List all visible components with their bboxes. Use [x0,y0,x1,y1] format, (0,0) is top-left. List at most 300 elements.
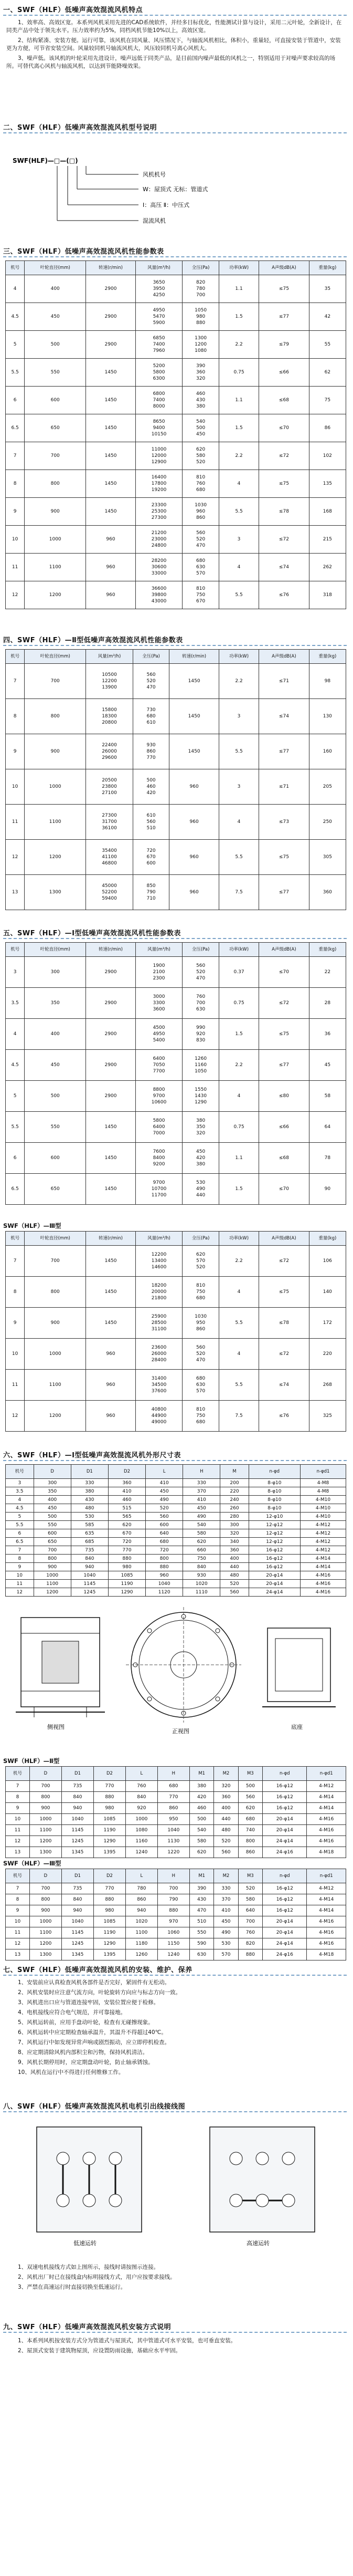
table-cell: 1345 [61,1847,93,1858]
table-cell: 635 [71,1529,108,1538]
table-row [6,988,346,1019]
table-cell: 5.5 [219,498,259,526]
table-row [6,303,346,331]
table-cell: 6 [6,1529,34,1538]
wiring-svg [5,2116,346,2258]
table-cell: 78 [309,1143,346,1174]
table-cell: 262 [309,554,346,581]
table-cell: 1450 [169,699,219,734]
table-cell: 102 [309,442,346,470]
table-cell: 8-φ10 [249,1504,301,1513]
table-cell: 760 [125,1781,157,1792]
table-cell: 16-φ12 [263,1803,307,1814]
table-cell: 1550 1430 1290 [183,1081,219,1112]
table-row [6,554,346,581]
column-header: 机号 [6,261,25,275]
table-cell: 1130 [157,1836,189,1847]
note: 3、严禁在高速运行时直接切换至低速运行。 [18,2284,126,2290]
table-row [6,1521,346,1529]
table-cell: 1900 2100 2300 [135,957,183,988]
table-cell: 8-φ10 [249,1479,301,1487]
table-cell: 735 [61,1883,93,1894]
column-header: D1 [61,1767,93,1781]
table-cell: 35 [309,275,346,303]
table-cell: 560 520 470 [183,526,219,554]
table-cell: 10500 12200 13900 [86,664,133,699]
column-header: n-φd1 [301,1465,346,1479]
table-row [6,1174,346,1205]
table-cell: 5800 6400 7000 [135,1112,183,1143]
table-cell: 2900 [86,331,136,359]
column-header: 重量(kg) [309,650,346,664]
table-cell: 680 630 570 [183,554,219,581]
table-cell: 8-φ10 [249,1496,301,1504]
column-header: 全压(Pa) [183,943,219,957]
table-cell: 530 [214,1938,238,1949]
table-cell: 2.2 [219,1050,259,1081]
table-cell: 660 [183,1546,220,1555]
table-cell: 5.5 [219,1370,259,1401]
table-cell: 1.5 [219,1174,259,1205]
table-cell: ≤72 [259,1246,309,1277]
table-cell: ≤78 [259,1308,309,1339]
table-cell: 380 [189,1781,213,1792]
table-cell: 168 [309,498,346,526]
table-cell: 960 [169,840,219,875]
table-cell: 1300 [29,1847,61,1858]
table-cell: 220 [220,1487,249,1496]
table-cell: ≤75 [259,1277,309,1308]
model-label: 混流风机 [143,217,166,224]
column-header: 机号 [6,1767,30,1781]
table-cell: 1180 [125,1938,157,1949]
table-cell: 700 [29,1883,61,1894]
table-cell: 12-φ12 [249,1538,301,1546]
table-cell: 685 [71,1538,108,1546]
table-header-row [6,1232,346,1246]
table-cell: 760 700 630 [183,988,219,1019]
table-cell: 16-φ12 [249,1563,301,1571]
table-row [6,1894,346,1905]
table-cell: 1000 [25,769,86,805]
table-cell: 1395 [93,1949,125,1960]
table-subtitle: SWF（HLF）—Ⅲ型 [3,1860,61,1867]
table-cell: ≤77 [259,1050,309,1081]
table-cell: 780 [125,1883,157,1894]
table-cell: 880 [146,1563,183,1571]
table-cell: 360 [309,875,346,910]
table-cell: 540 500 450 [183,414,219,442]
column-header: 机号 [6,650,25,664]
table-row [6,1916,346,1927]
table-cell: 840 [71,1555,108,1563]
table-cell: 7 [6,442,25,470]
table-cell: 16-φ12 [263,1894,307,1905]
table-cell: 13 [6,1847,30,1858]
table-cell: ≤70 [259,414,309,442]
column-header: A声级dB(A) [259,261,309,275]
table-cell: 770 [93,1883,125,1894]
table-cell: 570 [214,1949,238,1960]
table-cell: ≤74 [259,699,309,734]
table-cell: 28 [309,988,346,1019]
list-item: 7、风机运行中如发现异常声响或剧烈振动，应立即停机检查。 [18,2039,170,2046]
performance-table-4 [5,1231,346,1432]
table-cell: 900 [25,498,86,526]
table-cell: 3 [219,526,259,554]
table-cell: 2900 [86,1050,136,1081]
table-row [6,1927,346,1938]
table-cell: ≤76 [259,581,309,609]
table-cell: 16-φ12 [263,1792,307,1803]
drawing-label: 正视图 [172,1728,189,1735]
table-cell: 840 [61,1894,93,1905]
section-4-title: 四、SWF（HLF）—Ⅱ型低噪声高效混流风机性能参数表 [3,637,183,644]
table-cell: 36600 39800 43000 [135,581,183,609]
table-cell: 620 [189,1847,213,1858]
table-cell: 1085 [93,1916,125,1927]
model-code: SWF(HLF)—□—(□) [13,157,78,164]
table-cell: 900 [25,734,86,769]
table-cell: 25900 28500 31100 [135,1308,183,1339]
table-cell: 330 [71,1479,108,1487]
table-cell: 1.5 [219,414,259,442]
column-header: 重量(kg) [309,261,346,275]
column-header: n-φd1 [307,1869,346,1883]
table-cell: 11 [6,1825,30,1836]
table-cell: 1240 [157,1949,189,1960]
table-cell: 930 860 770 [133,734,169,769]
table-cell: 480 [214,1825,238,1836]
table-cell: 2900 [86,275,136,303]
table-cell: 62 [309,359,346,387]
table-cell: 735 [61,1781,93,1792]
table-row [6,805,346,840]
wiring-high-speed [210,2127,315,2247]
table-cell: 205 [309,769,346,805]
table-cell: ≤70 [259,1174,309,1205]
table-cell: 4-M16 [307,1938,346,1949]
table-cell: 390 360 320 [183,359,219,387]
table-row [6,1580,346,1588]
table-cell: 460 430 380 [183,387,219,414]
table-cell: 490 [214,1927,238,1938]
table-cell: 470 [189,1905,213,1916]
table-cell: 3 [219,699,259,734]
table-cell: 12200 13400 14600 [135,1246,183,1277]
table-cell: 980 [108,1563,145,1571]
column-header: A声级dB(A) [259,943,309,957]
table-cell: 620 [108,1521,145,1529]
model-code-svg [7,142,322,242]
table-cell: 11 [6,1580,34,1588]
table-cell: 580 [238,1894,262,1905]
table-cell: 620 580 520 [183,442,219,470]
table-cell: 330 [214,1883,238,1894]
table-cell: 700 [238,1916,262,1927]
column-header: 转速(r/min) [86,1232,136,1246]
table-cell: 1100 [25,554,86,581]
table-cell: 1290 [93,1836,125,1847]
table-cell: 1100 [125,1927,157,1938]
table-cell: 45 [309,1050,346,1081]
table-cell: 1450 [86,1143,136,1174]
table-cell: 1100 [25,805,86,840]
table-cell: ≤72 [259,1339,309,1370]
column-header: H [183,1465,220,1479]
table-cell: 8 [6,470,25,498]
table-cell: 550 [25,359,86,387]
column-header: 机号 [6,943,25,957]
table-row [6,1781,346,1792]
table-cell: 1100 [25,1370,86,1401]
table-cell: 9 [6,1803,30,1814]
table-cell: 350 [25,988,86,1019]
table-cell: 1080 [125,1825,157,1836]
table-cell: 4-M12 [301,1529,346,1538]
table-cell: 3 [6,1479,34,1487]
table-cell: 2.2 [219,442,259,470]
table-cell: 580 [183,1529,220,1538]
table-cell: 4-M12 [307,1781,346,1792]
table-cell: 98 [309,664,346,699]
table-header-row [6,650,346,664]
table-cell: 18200 20000 21800 [135,1277,183,1308]
table-cell: 160 [309,734,346,769]
table-cell: ≤75 [259,470,309,498]
table-row [6,1803,346,1814]
table-cell: 16-φ12 [263,1905,307,1916]
table-cell: 515 [108,1504,145,1513]
table-cell: 450 [183,1504,220,1513]
table-cell: 1145 [61,1927,93,1938]
table-cell: 680 [157,1781,189,1792]
table-cell: 6400 7050 7700 [135,1050,183,1081]
table-cell: 340 [220,1538,249,1546]
table-cell: 960 [86,554,136,581]
table-cell: 16-φ12 [263,1883,307,1894]
table-cell: 4.5 [6,1504,34,1513]
table-cell: 960 [86,1339,136,1370]
table-cell: 9 [6,1905,30,1916]
model-code-diagram [7,142,322,242]
table-cell: 5.5 [219,840,259,875]
table-cell: ≤74 [259,1370,309,1401]
table-cell: 1450 [86,1112,136,1143]
table-cell: 700 [25,1246,86,1277]
table-row [6,1339,346,1370]
table-cell: ≤75 [259,1019,309,1050]
table-cell: 520 [214,1836,238,1847]
table-row [6,1825,346,1836]
table-cell: 560 [146,1513,183,1521]
table-cell: 640 [146,1529,183,1538]
table-cell: 268 [309,1370,346,1401]
section-9-body [6,2337,342,2357]
table-row [6,1938,346,1949]
list-item: 8、应定期清除风机内部积尘和污物，保持风机清洁。 [18,2049,148,2056]
table-cell: 560 [214,1847,238,1858]
table-cell: 900 [34,1563,71,1571]
table-cell: 960 [86,1401,136,1432]
table-cell: 1200 [25,1401,86,1432]
column-header: H [157,1767,189,1781]
table-cell: 4-M14 [307,1792,346,1803]
table-cell: 4-M16 [307,1825,346,1836]
table-cell: 450 [25,303,86,331]
table-row [6,1308,346,1339]
list-item: 10、风机在运行中不得进行任何维修工作。 [18,2069,124,2076]
table-cell: 1040 [71,1571,108,1580]
table-row [6,275,346,303]
table-cell: 260 [220,1504,249,1513]
table-cell: 4-M14 [307,1803,346,1814]
table-cell: 800 [25,1277,86,1308]
table-cell: 200 [220,1479,249,1487]
table-cell: 500 460 420 [133,769,169,805]
table-cell: 130 [309,699,346,734]
table-row [6,840,346,875]
table-cell: 1.1 [219,387,259,414]
list-item: 6、风机运转中应定期检查轴承温升，其温升不得超过40℃。 [18,2029,167,2036]
table-cell: ≤72 [259,442,309,470]
column-header: 功率(kW) [219,261,259,275]
table-cell: 1240 [125,1847,157,1858]
column-header: A声级dB(A) [259,1232,309,1246]
table-cell: 520 [220,1580,249,1588]
section-6-title: 六、SWF（HLF）—Ⅰ型低噪声高效混流风机外形尺寸表 [3,1452,181,1459]
table-cell: 560 [220,1588,249,1597]
table-cell: 940 [71,1563,108,1571]
note: 2、风机出厂时已在接线盒内标明接线方式，用户应按要求接线。 [18,2274,176,2280]
table-cell: 22400 26000 29600 [86,734,133,769]
table-cell: 0.75 [219,359,259,387]
table-cell: 4 [219,554,259,581]
column-header: 机号 [6,1465,34,1479]
table-cell: 4950 5470 5900 [135,303,183,331]
table-cell: 960 [169,875,219,910]
list-item: 5、风机运转前，应用手盘动叶轮，检查有无碰擦现象。 [18,2019,154,2026]
table-cell: 500 [25,1081,86,1112]
table-cell: 1000 [34,1571,71,1580]
fan-drawing-svg [5,1591,346,1749]
table-row [6,414,346,442]
table-row [6,1504,346,1513]
column-header: M2 [214,1767,238,1781]
table-cell: 2.2 [219,331,259,359]
table-cell: 1020 [183,1580,220,1588]
table-cell: 1.5 [219,303,259,331]
divider [3,1460,347,1461]
table-row [6,1836,346,1847]
paragraph: 1、效率高、高效区宽。本系列风机采用先进的CAD系统软件，并经多目标优化，性能测试计算与设计，采用二元叶轮，全新设计，在同类产品中处于领先水平。压力效率约为5%，同档风机节能10%以上，高效区宽。 [6,19,342,34]
table-cell: 12 [6,1938,30,1949]
table-cell: 700 [29,1781,61,1792]
section-2-title: 二、SWF（HLF）低噪声高效混流风机型号说明 [3,124,157,132]
table-cell: 8 [6,1792,30,1803]
table-cell: 2900 [86,303,136,331]
table-cell: 980 [93,1905,125,1916]
table-cell: 810 750 670 [183,581,219,609]
table-cell: 24-φ14 [263,1938,307,1949]
column-header: 风量(m³/h) [135,261,183,275]
table-cell: 11 [6,554,25,581]
dimension-table-2 [5,1766,346,1858]
column-header: 全压(Pa) [183,261,219,275]
side-view-drawing [16,1618,105,1730]
column-header: 功率(kW) [219,650,259,664]
table-cell: 28200 30600 33000 [135,554,183,581]
table-cell: 90 [309,1174,346,1205]
model-label: W：屋顶式 无标：管道式 [143,186,208,193]
table-cell: ≤72 [259,988,309,1019]
table-cell: 920 [125,1803,157,1814]
table-cell: 1000 [25,526,86,554]
table-cell: 1300 [25,875,86,910]
table-cell: 1450 [86,470,136,498]
table-cell: 450 420 380 [183,1143,219,1174]
table-cell: 4500 4950 5400 [135,1019,183,1050]
column-header: 转速(r/min) [169,650,219,664]
column-header: D2 [108,1465,145,1479]
table-row [6,1401,346,1432]
wiring-caption: 高速运转 [247,2240,270,2247]
table-cell: 16-φ12 [249,1555,301,1563]
table-cell: 1450 [86,442,136,470]
column-header: D [29,1767,61,1781]
table-cell: 620 [238,1803,262,1814]
table-cell: ≤72 [259,526,309,554]
table-cell: ≤68 [259,387,309,414]
table-cell: 720 [108,1538,145,1546]
table-cell: 720 670 600 [133,840,169,875]
table-cell: 1450 [86,359,136,387]
table-row [6,1487,346,1496]
table-cell: 172 [309,1308,346,1339]
column-header: 转速(r/min) [86,943,136,957]
table-cell: 880 [238,1949,262,1960]
table-cell: 4-M16 [307,1836,346,1847]
table-cell: 490 [146,1496,183,1504]
column-header: n-φd [263,1767,307,1781]
table-cell: 4-M16 [307,1814,346,1825]
column-header: 风量(m³/h) [135,943,183,957]
table-cell: 1040 [146,1580,183,1588]
table-cell: 2900 [86,1019,136,1050]
table-cell: 1030 950 860 [183,1308,219,1339]
table-row [6,581,346,609]
table-cell: 1200 [25,840,86,875]
table-cell: 3.5 [6,1487,34,1496]
table-cell: 620 570 520 [183,1246,219,1277]
table-cell: 3000 3300 3600 [135,988,183,1019]
table-cell: 960 [86,1370,136,1401]
table-cell: 460 [189,1803,213,1814]
table-cell: 680 [238,1814,262,1825]
table-cell: 600 [34,1529,71,1538]
table-row [6,470,346,498]
column-header: M1 [189,1869,213,1883]
table-cell: 770 [108,1546,145,1555]
table-cell: 320 [220,1529,249,1538]
table-cell: 900 [25,1308,86,1339]
table-cell: ≤70 [259,957,309,988]
table-cell: 1450 [86,414,136,442]
list-item: 1、安装前应认真检查风机各部件是否完好，紧固件有无松动。 [18,1979,170,1986]
table-cell: 4.5 [6,303,25,331]
table-cell: 9 [6,734,25,769]
table-row [6,957,346,988]
